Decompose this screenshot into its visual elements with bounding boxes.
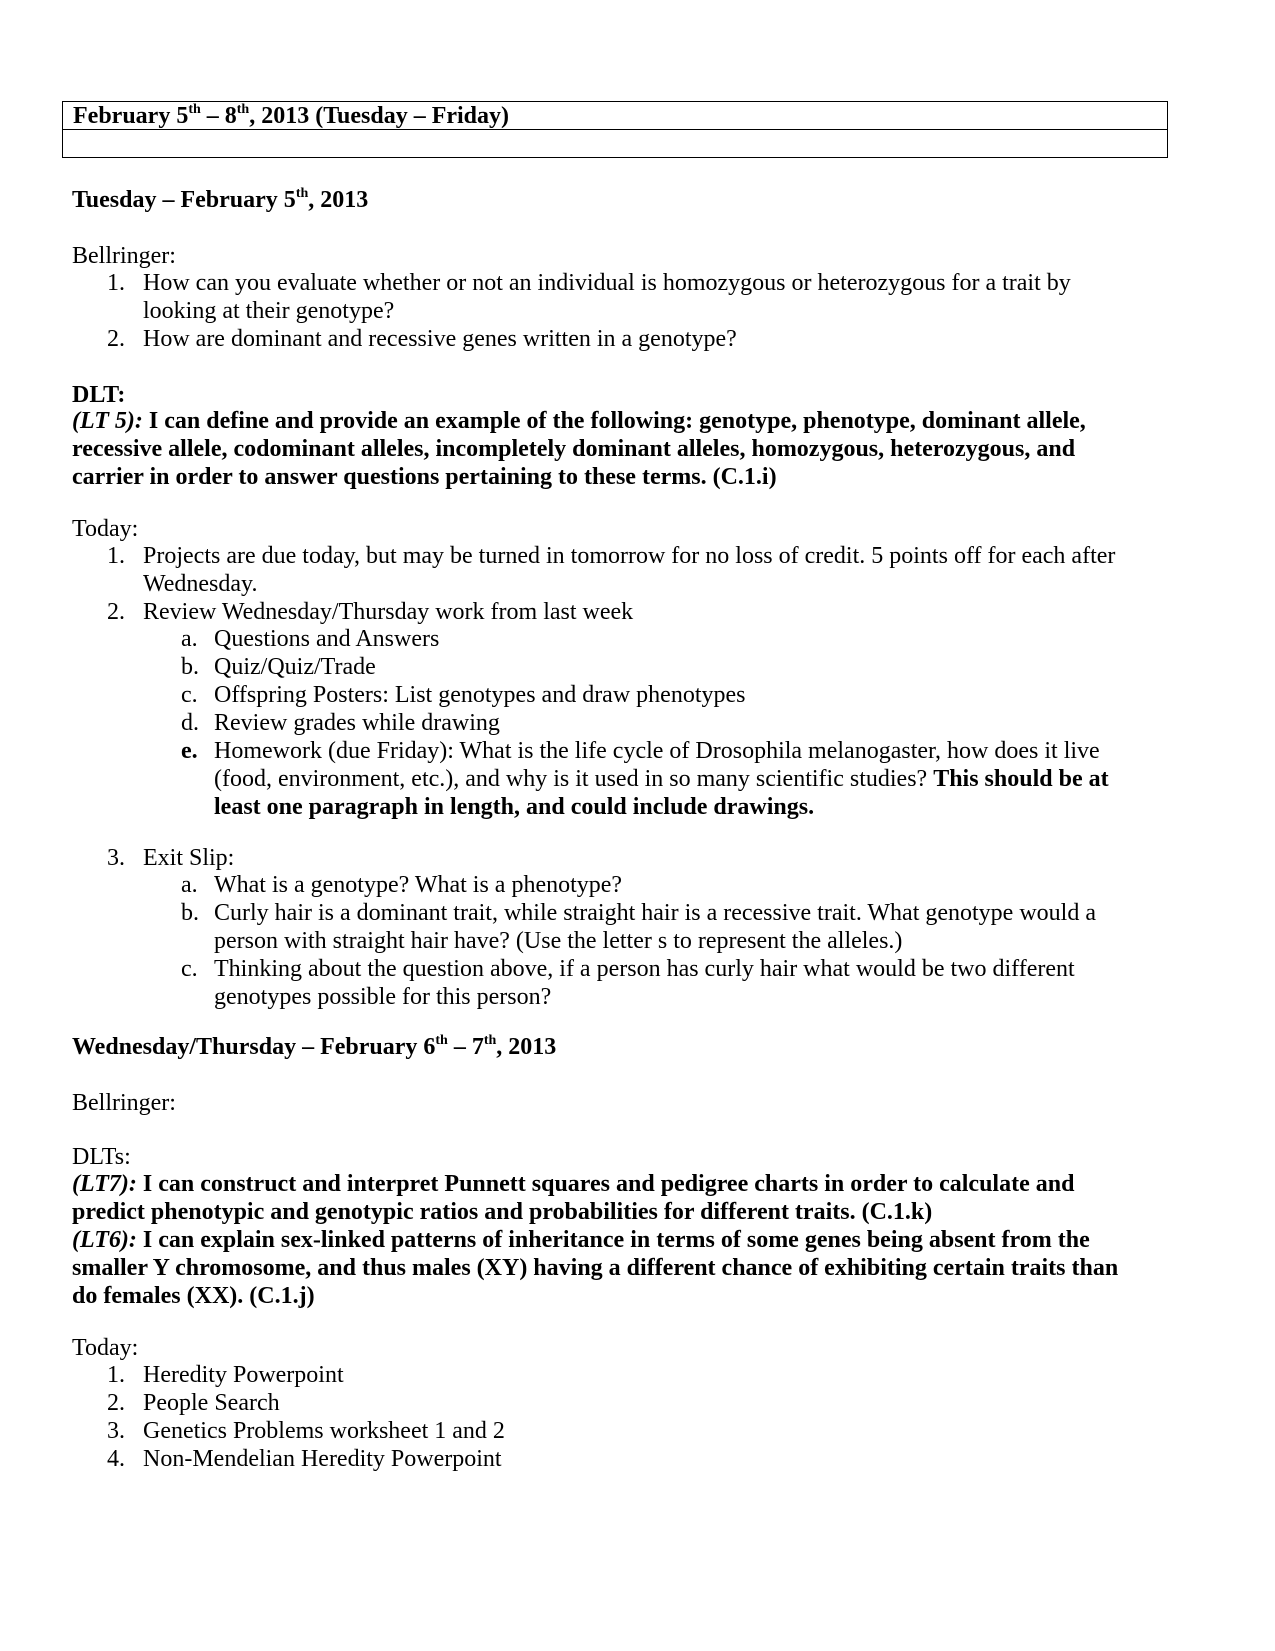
homework-item: e. Homework (due Friday): What is the life cycle of Drosophila melanogaster, how does it live (food, environment, etc.), and why is it used in so many scientific studies? This should be at least one paragraph in length, and could include drawings. bbox=[181, 738, 1109, 820]
list-item: 2. Review Wednesday/Thursday work from last week bbox=[107, 599, 634, 625]
header-title: February 5th – 8th, 2013 (Tuesday – Friday) bbox=[63, 102, 1167, 130]
wednesday-today-list bbox=[72, 1361, 1172, 1473]
list-item: d. Review grades while drawing bbox=[181, 710, 500, 736]
review-sublist bbox=[72, 625, 1172, 821]
wednesday-today-label: Today: bbox=[72, 1335, 139, 1361]
exit-slip-list bbox=[72, 844, 1172, 872]
list-item: 4. Non-Mendelian Heredity Powerpoint bbox=[107, 1446, 502, 1472]
list-item: c. Offspring Posters: List genotypes and draw phenotypes bbox=[181, 682, 746, 708]
list-item: a. What is a genotype? What is a phenotype? bbox=[181, 872, 623, 898]
tuesday-dlt-text: (LT 5): I can define and provide an example of the following: genotype, phenotype, dominant allele, recessive allele, codominant alleles, incompletely dominant alleles, homozygous, heterozygous, and carrier in order to answer questions pertaining to these terms. (C.1.i) bbox=[72, 408, 1086, 490]
list-item: b. Curly hair is a dominant trait, while straight hair is a recessive trait. What genotype would a person with straight hair have? (Use the letter s to represent the alleles.) bbox=[181, 900, 1096, 954]
list-item: 1. Heredity Powerpoint bbox=[107, 1362, 344, 1388]
lt6-text: (LT6): I can explain sex-linked patterns of inheritance in terms of some genes being absent from the smaller Y chromosome, and thus males (XY) having a different chance of exhibiting certain traits than do females (XX). (C.1.j) bbox=[72, 1227, 1119, 1309]
wednesday-dlts-label: DLTs: bbox=[72, 1144, 131, 1170]
wednesday-heading: Wednesday/Thursday – February 6th – 7th, 2013 bbox=[72, 1033, 557, 1060]
tuesday-bellringer-list bbox=[72, 269, 1172, 353]
tuesday-today-label: Today: bbox=[72, 516, 139, 542]
lt7-text: (LT7): I can construct and interpret Punnett squares and pedigree charts in order to calculate and predict phenotypic and genotypic ratios and probabilities for different traits. (C.1.k) bbox=[72, 1171, 1075, 1225]
list-item: 2. People Search bbox=[107, 1390, 280, 1416]
list-item: c. Thinking about the question above, if a person has curly hair what would be two different genotypes possible for this person? bbox=[181, 956, 1075, 1010]
exit-slip-sublist bbox=[72, 871, 1172, 1011]
header-table bbox=[62, 101, 1168, 158]
list-item: b. Quiz/Quiz/Trade bbox=[181, 654, 376, 680]
list-item: 3. Exit Slip: bbox=[107, 845, 235, 871]
list-item: a. Questions and Answers bbox=[181, 626, 440, 652]
tuesday-heading: Tuesday – February 5th, 2013 bbox=[72, 186, 369, 213]
list-item: 3. Genetics Problems worksheet 1 and 2 bbox=[107, 1418, 505, 1444]
tuesday-dlt-label: DLT: bbox=[72, 382, 126, 408]
tuesday-bellringer-label: Bellringer: bbox=[72, 243, 176, 269]
list-item: 1. Projects are due today, but may be turned in tomorrow for no loss of credit. 5 points off for each after Wednesday. bbox=[107, 543, 1116, 597]
tuesday-today-list bbox=[72, 542, 1172, 626]
list-item: 1. How can you evaluate whether or not an individual is homozygous or heterozygous for a trait by looking at their genotype? bbox=[107, 270, 1071, 324]
header-empty-row bbox=[63, 130, 1167, 156]
list-item: 2. How are dominant and recessive genes written in a genotype? bbox=[107, 326, 737, 352]
wednesday-bellringer-label: Bellringer: bbox=[72, 1090, 176, 1116]
